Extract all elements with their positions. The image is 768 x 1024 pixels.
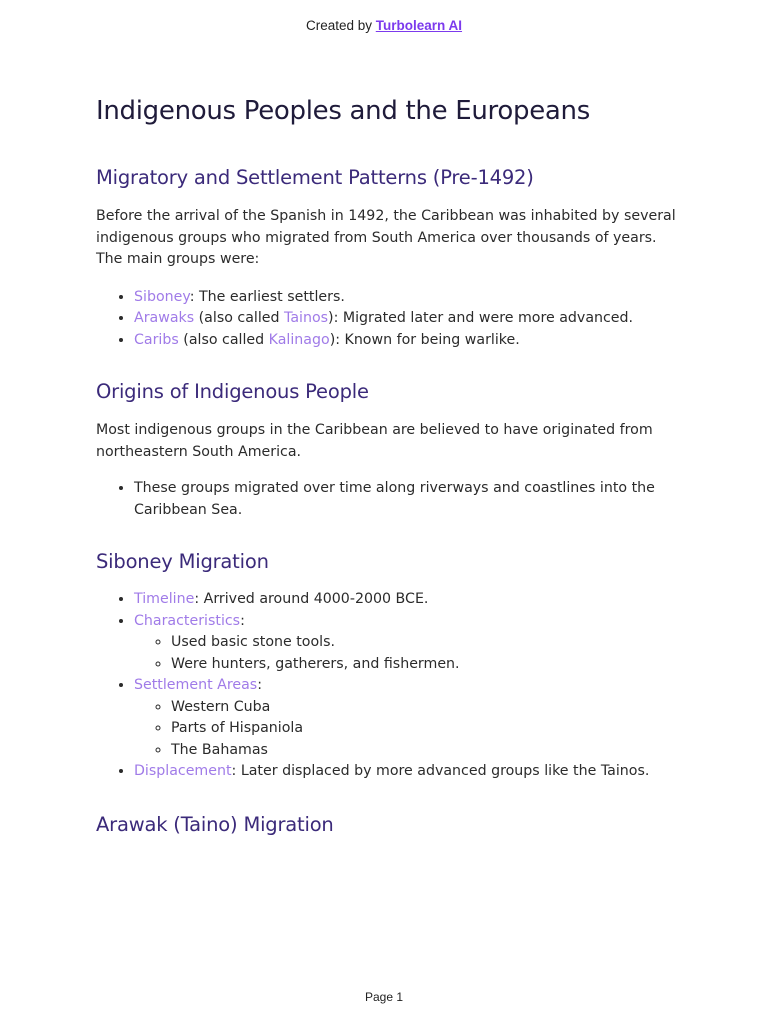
sub-list-item: ◦ Western Cuba xyxy=(171,697,676,719)
settlement-sublist xyxy=(134,697,676,762)
sub-list-item: ◦ The Bahamas xyxy=(171,740,676,762)
term-characteristics: Characteristics xyxy=(134,612,241,629)
term-settlement-areas: Settlement Areas xyxy=(134,677,258,693)
term-caribs: Caribs xyxy=(134,331,179,348)
term-displacement: Displacement xyxy=(134,763,232,779)
term-timeline: Timeline xyxy=(134,591,195,607)
section-intro-origins: Most indigenous groups in the Caribbean are believed to have originated from northeastern South America. xyxy=(96,422,653,460)
siboney-list xyxy=(96,589,676,783)
page-number: Page 1 xyxy=(364,990,404,1004)
term-arawaks: Arawaks xyxy=(134,310,195,326)
term-siboney: Siboney xyxy=(134,288,190,305)
list-item: • Displacement: Later displaced by more advanced groups like the Tainos. xyxy=(134,761,676,783)
list-item: • Characteristics: ◦ Used basic stone tools. ◦ Were hunters, gatherers, and fishermen. xyxy=(134,611,676,676)
groups-list xyxy=(96,287,676,352)
list-item: • Siboney: The earliest settlers. xyxy=(134,287,676,309)
page-title: Indigenous Peoples and the Europeans xyxy=(96,96,590,126)
characteristics-sublist xyxy=(134,632,676,675)
term-kalinago: Kalinago xyxy=(268,331,330,348)
term-tainos: Tainos xyxy=(284,310,329,326)
section-heading-arawak: Arawak (Taino) Migration xyxy=(96,812,334,836)
sub-list-item: ◦ Used basic stone tools. xyxy=(171,632,676,654)
sub-list-item: ◦ Were hunters, gatherers, and fishermen. xyxy=(171,654,676,676)
list-item: • Settlement Areas: ◦ Western Cuba ◦ Parts of Hispaniola ◦ The Bahamas xyxy=(134,675,676,761)
sub-list-item: ◦ Parts of Hispaniola xyxy=(171,718,676,740)
origins-list xyxy=(96,478,676,521)
list-item: • Timeline: Arrived around 4000-2000 BCE. xyxy=(134,589,676,611)
list-item: • Caribs (also called Kalinago): Known for being warlike. xyxy=(134,330,676,352)
document-body xyxy=(96,96,676,836)
list-item: • Arawaks (also called Tainos): Migrated later and were more advanced. xyxy=(134,308,676,330)
section-heading-migratory: Migratory and Settlement Patterns (Pre-1492) xyxy=(96,166,534,189)
section-heading-origins: Origins of Indigenous People xyxy=(96,380,369,403)
section-heading-siboney: Siboney Migration xyxy=(96,550,269,573)
section-intro-migratory: Before the arrival of the Spanish in 1492, the Caribbean was inhabited by several indigenous groups who migrated from South America over thousands of years. The main groups were: xyxy=(96,208,676,267)
credit-line xyxy=(0,18,768,33)
list-item: • These groups migrated over time along riverways and coastlines into the Caribbean Sea. xyxy=(134,478,676,521)
turbolearn-link[interactable]: Turbolearn AI xyxy=(375,18,463,33)
credit-prefix: Created by xyxy=(305,18,376,33)
